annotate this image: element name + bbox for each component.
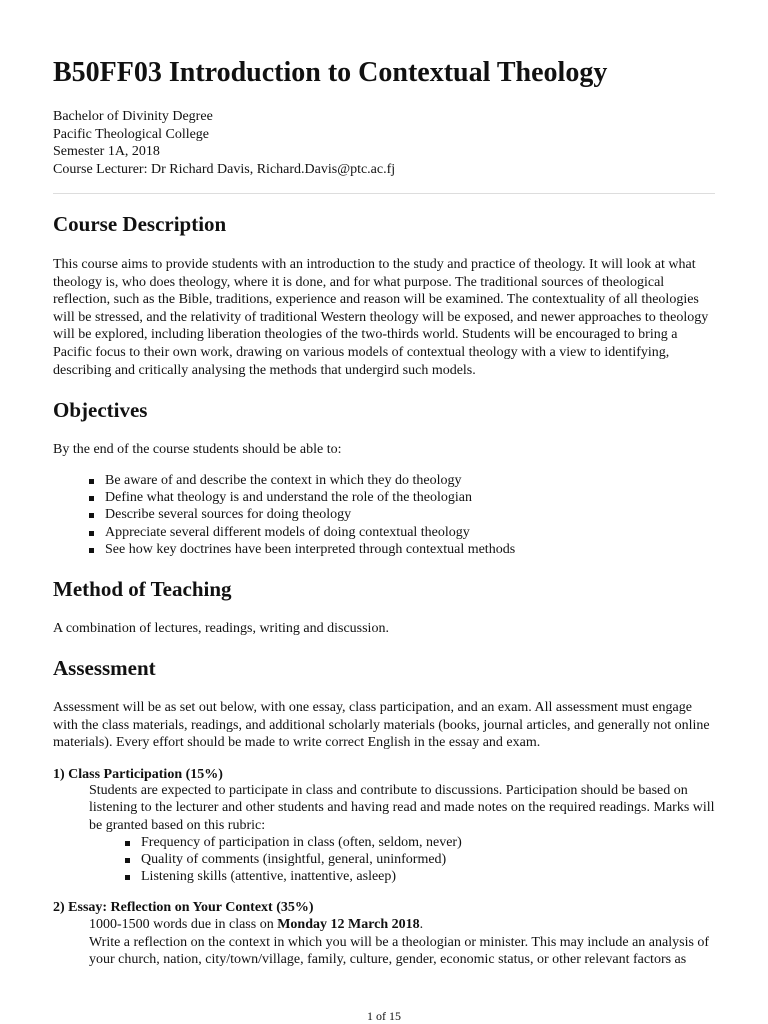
- degree-line: Bachelor of Divinity Degree: [53, 109, 213, 124]
- objectives-intro: By the end of the course students should be able to:: [53, 442, 342, 457]
- list-item: Listening skills (attentive, inattentive, asleep): [125, 868, 462, 885]
- essay-due-line: [89, 916, 715, 933]
- essay-due-date: Monday 12 March 2018: [277, 917, 420, 932]
- college-line: Pacific Theological College: [53, 126, 210, 142]
- semester-line: Semester 1A, 2018: [53, 144, 160, 159]
- course-description-heading: Course Description: [53, 212, 227, 236]
- objectives-heading: Objectives: [53, 398, 148, 422]
- essay-title: 2) Essay: Reflection on Your Context (35%): [53, 900, 314, 915]
- class-participation-title: 1) Class Participation (15%): [53, 767, 223, 782]
- document-title: B50FF03 Introduction to Contextual Theology: [53, 57, 608, 88]
- objectives-list: [89, 472, 515, 558]
- essay-due-suffix: .: [419, 917, 424, 932]
- list-item: Define what theology is and understand the role of the theologian: [89, 489, 515, 506]
- list-item: See how key doctrines have been interpreted through contextual methods: [89, 541, 515, 558]
- divider: [53, 193, 715, 194]
- list-item: Be aware of and describe the context in which they do theology: [89, 472, 515, 489]
- essay-text: Write a reflection on the context in which you will be a theologian or minister. This may include an analysis of your church, nation, city/town/village, family, culture, gender, economic status, or other relevant factors as: [89, 935, 710, 968]
- lecturer-line: Course Lecturer: Dr Richard Davis, Richard.Davis@ptc.ac.fj: [53, 161, 396, 177]
- participation-rubric-list: [125, 834, 462, 886]
- method-heading: Method of Teaching: [53, 577, 232, 601]
- list-item: Describe several sources for doing theology: [89, 506, 515, 523]
- class-participation-text: Students are expected to participate in class and contribute to discussions. Participation should be based on listening to the lecturer and other students and having read and made notes on the required readings. Marks will be granted based on this rubric:: [89, 783, 715, 833]
- method-text: A combination of lectures, readings, writing and discussion.: [53, 621, 389, 636]
- list-item: Frequency of participation in class (often, seldom, never): [125, 834, 462, 851]
- course-description-text: This course aims to provide students with an introduction to the study and practice of theology. It will look at what theology is, who does theology, where it is done, and for what purpose. The traditional sources of theological reflection, such as the Bible, traditions, experience and reason will be examined. The contextuality of all theologies will be stressed, and the relativity of traditional Western theology will be exposed, and newer approaches to theology will be explored, including liberation theologies of the two-thirds world. Students will be encouraged to bring a Pacific focus to their own work, drawing on various models of contextual theology with a view to identifying, describing and critically analysing the methods that undergird such models.: [53, 257, 709, 378]
- course-meta: [53, 108, 395, 178]
- assessment-heading: Assessment: [53, 656, 156, 680]
- assessment-text: Assessment will be as set out below, with one essay, class participation, and an exam. All assessment must engage with the class materials, readings, and additional scholarly materials (books, journal articles, and generally not online materials). Every effort should be made to write correct English in the essay and exam.: [53, 700, 710, 751]
- page-number: 1 of 15: [367, 1009, 401, 1023]
- list-item: Quality of comments (insightful, general, uninformed): [125, 851, 462, 868]
- essay-due-prefix: 1000-1500 words due in class on: [89, 917, 278, 932]
- list-item: Appreciate several different models of doing contextual theology: [89, 524, 515, 541]
